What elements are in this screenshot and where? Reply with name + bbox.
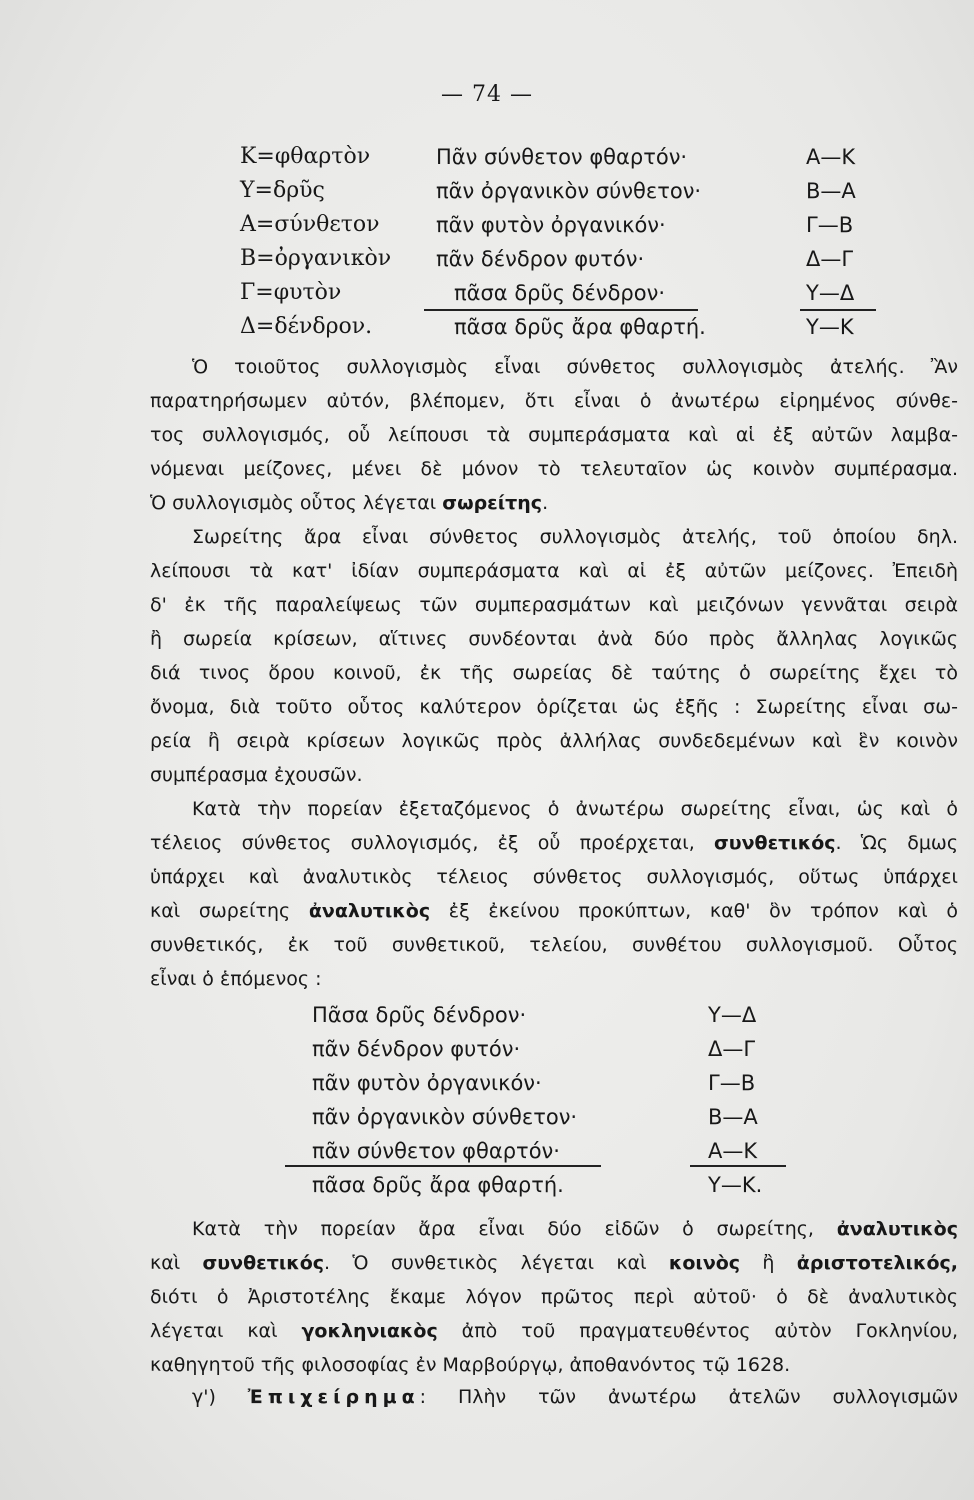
text-run: . Ὁ συνθετικὸς λέγεται καὶ (324, 1252, 669, 1274)
text-run: Ὁ συλλογισμὸς οὗτος λέγεται (150, 492, 443, 514)
premise-line: πᾶν ὀργανικὸν σύνθετον· (312, 1105, 578, 1129)
symbol-line: Υ—Κ (806, 315, 854, 339)
term-emphasis: συνθετικός (713, 832, 836, 854)
premises-column (312, 998, 577, 1202)
text-run: Κατὰ τὴν πορείαν ἄρα εἶναι δύο εἰδῶν ὁ σωρείτης, (192, 1218, 837, 1240)
premise-line: πᾶν δένδρον φυτόν· (436, 247, 645, 271)
premise-line: πᾶσα δρῦς δένδρον· (454, 281, 666, 305)
symbol-line: Γ—Β (708, 1071, 756, 1095)
text-line: Ὁ τοιοῦτος συλλογισμὸς εἶναι σύνθετος συλλογισμὸς ἀτελής. Ἂν (192, 356, 958, 378)
text-line: λείπουσι τὰ κατ' ἰδίαν συμπεράσματα καὶ αἱ ἐξ αὐτῶν μείζονες. Ἐπειδὴ (150, 560, 958, 582)
definition-line: Υ=δρῦς (240, 178, 325, 203)
definition-line: Β=ὀργανικὸν (240, 246, 392, 271)
text-line (150, 1380, 958, 1414)
text-line: τος συλλογισμός, οὗ λείπουσι τὰ συμπεράσματα καὶ αἱ ἐξ αὐτῶν λαμβα- (150, 424, 958, 446)
conclusion-rule (800, 309, 876, 311)
text-run: καὶ (150, 1252, 203, 1274)
symbols-column (708, 998, 762, 1202)
symbol-line: Γ—Β (806, 213, 854, 237)
text-line (150, 1246, 958, 1280)
term-emphasis: γοκληνιακὸς (301, 1320, 438, 1342)
text-run: γ') (192, 1386, 248, 1408)
symbol-line: Β—Α (806, 179, 856, 203)
symbol-line: Α—Κ (806, 145, 856, 169)
text-run: . (542, 492, 549, 514)
term-emphasis: ἀναλυτικὸς (308, 900, 431, 922)
definitions-column (240, 140, 391, 344)
text-line: δ' ἐκ τῆς παραλείψεως τῶν συμπερασμάτων καὶ μειζόνων γεννᾶται σειρὰ (150, 594, 958, 616)
text-line: ἢ σωρεία κρίσεων, αἵτινες συνδέονται ἀνὰ δύο πρὸς ἄλληλας λογικῶς (150, 628, 958, 650)
conclusion-rule (424, 309, 698, 311)
premise-line: πᾶν φυτὸν ὀργανικόν· (436, 213, 666, 237)
text-line: εἶναι ὁ ἑπόμενος : (150, 968, 322, 990)
text-run: ἀπὸ τοῦ πραγματευθέντος αὐτὸν Γοκληνίου, (437, 1320, 958, 1342)
text-line (150, 826, 958, 860)
paragraph (150, 1380, 958, 1414)
paragraph (150, 520, 958, 792)
symbol-line: Υ—Κ. (708, 1173, 763, 1197)
paragraph (150, 350, 958, 520)
premise-line: πᾶν φυτὸν ὀργανικόν· (312, 1071, 542, 1095)
text-line: συνθετικός, ἐκ τοῦ συνθετικοῦ, τελείου, συνθέτου συλλογισμοῦ. Οὗτος (150, 934, 958, 956)
text-line: ὑπάρχει καὶ ἀναλυτικὸς τέλειος σύνθετος συλλογισμός, οὕτως ὑπάρχει (150, 866, 958, 888)
text-line: συμπέρασμα ἐχουσῶν. (150, 764, 363, 786)
text-line (150, 894, 958, 928)
term-emphasis: συνθετικός (202, 1252, 325, 1274)
premise-line: Πᾶσα δρῦς δένδρον· (312, 1003, 527, 1027)
text-run: ἐξ ἐκείνου προκύπτων, καθ' ὃν τρόπον καὶ ὁ (430, 900, 958, 922)
term-emphasis: σωρείτης (442, 492, 543, 514)
text-line (150, 1314, 958, 1348)
definition-line: Δ=δένδρον. (240, 314, 373, 339)
text-run: ἢ (740, 1252, 797, 1274)
premises-column (436, 140, 706, 344)
text-line: διά τινος ὅρου κοινοῦ, ἐκ τῆς σωρείας δὲ ταύτης ὁ σωρείτης ἔχει τὸ (150, 662, 958, 684)
term-emphasis: ἀναλυτικὸς (836, 1218, 958, 1240)
definition-line: Γ=φυτὸν (240, 280, 342, 305)
text-run: . Ὡς δμως (835, 832, 958, 854)
text-line (150, 486, 958, 520)
premise-line: πᾶν σύνθετον φθαρτόν· (312, 1139, 560, 1163)
paragraph (150, 1212, 958, 1382)
definition-line: Κ=φθαρτὸν (240, 144, 371, 169)
section-heading: Ἐπιχείρημα (247, 1386, 420, 1408)
text-run: : Πλὴν τῶν ἀνωτέρω ἀτελῶν συλλογισμῶν (419, 1386, 958, 1408)
symbols-column (806, 140, 856, 344)
symbol-line: Υ—Δ (708, 1003, 757, 1027)
text-line: παρατηρήσωμεν αὐτόν, βλέπομεν, ὅτι εἶναι ὁ ἀνωτέρω εἰρημένος σύνθε- (150, 390, 958, 412)
premise-line: πᾶν ὀργανικὸν σύνθετον· (436, 179, 702, 203)
text-line: Κατὰ τὴν πορείαν ἐξεταζόμενος ὁ ἀνωτέρω σωρείτης εἶναι, ὡς καὶ ὁ (192, 798, 958, 820)
conclusion-line: πᾶσα δρῦς ἄρα φθαρτή. (312, 1173, 564, 1197)
premise-line: πᾶν δένδρον φυτόν· (312, 1037, 521, 1061)
text-line: ρεία ἢ σειρὰ κρίσεων λογικῶς πρὸς ἀλλήλας συνδεδεμένων καὶ ἓν κοινὸν (150, 730, 958, 752)
definition-line: Α=σύνθετον (240, 212, 380, 237)
text-run: τέλειος σύνθετος συλλογισμός, ἐξ οὗ προέρχεται, (150, 832, 714, 854)
text-line: διότι ὁ Ἀριστοτέλης ἔκαμε λόγον πρῶτος περὶ αὐτοῦ· ὁ δὲ ἀναλυτικὸς (150, 1286, 958, 1308)
symbol-line: Α—Κ (708, 1139, 758, 1163)
conclusion-rule (285, 1165, 601, 1167)
term-emphasis: ἀριστοτελικός, (796, 1252, 958, 1274)
text-line: ὄνομα, διὰ τοῦτο οὗτος καλύτερον ὁρίζεται ὡς ἑξῆς : Σωρείτης εἶναι σω- (150, 696, 958, 718)
premise-line: Πᾶν σύνθετον φθαρτόν· (436, 145, 688, 169)
text-line: Σωρείτης ἄρα εἶναι σύνθετος συλλογισμὸς ἀτελής, τοῦ ὁποίου δηλ. (192, 526, 958, 548)
symbol-line: Δ—Γ (708, 1037, 756, 1061)
symbol-line: Δ—Γ (806, 247, 854, 271)
conclusion-rule (690, 1165, 786, 1167)
term-emphasis: κοινὸς (668, 1252, 741, 1274)
symbol-line: Β—Α (708, 1105, 758, 1129)
paragraph (150, 792, 958, 996)
text-line (150, 1212, 958, 1246)
text-line: καθηγητοῦ τῆς φιλοσοφίας ἐν Μαρβούργῳ, ἀποθανόντος τῷ 1628. (150, 1354, 791, 1376)
symbol-line: Υ—Δ (806, 281, 855, 305)
page-number: — 74 — (441, 82, 533, 107)
conclusion-line: πᾶσα δρῦς ἄρα φθαρτή. (454, 315, 706, 339)
text-run: καὶ σωρείτης (150, 900, 309, 922)
text-run: λέγεται καὶ (150, 1320, 302, 1342)
text-line: νόμεναι μείζονες, μένει δὲ μόνον τὸ τελευταῖον ὡς κοινὸν συμπέρασμα. (150, 458, 958, 480)
